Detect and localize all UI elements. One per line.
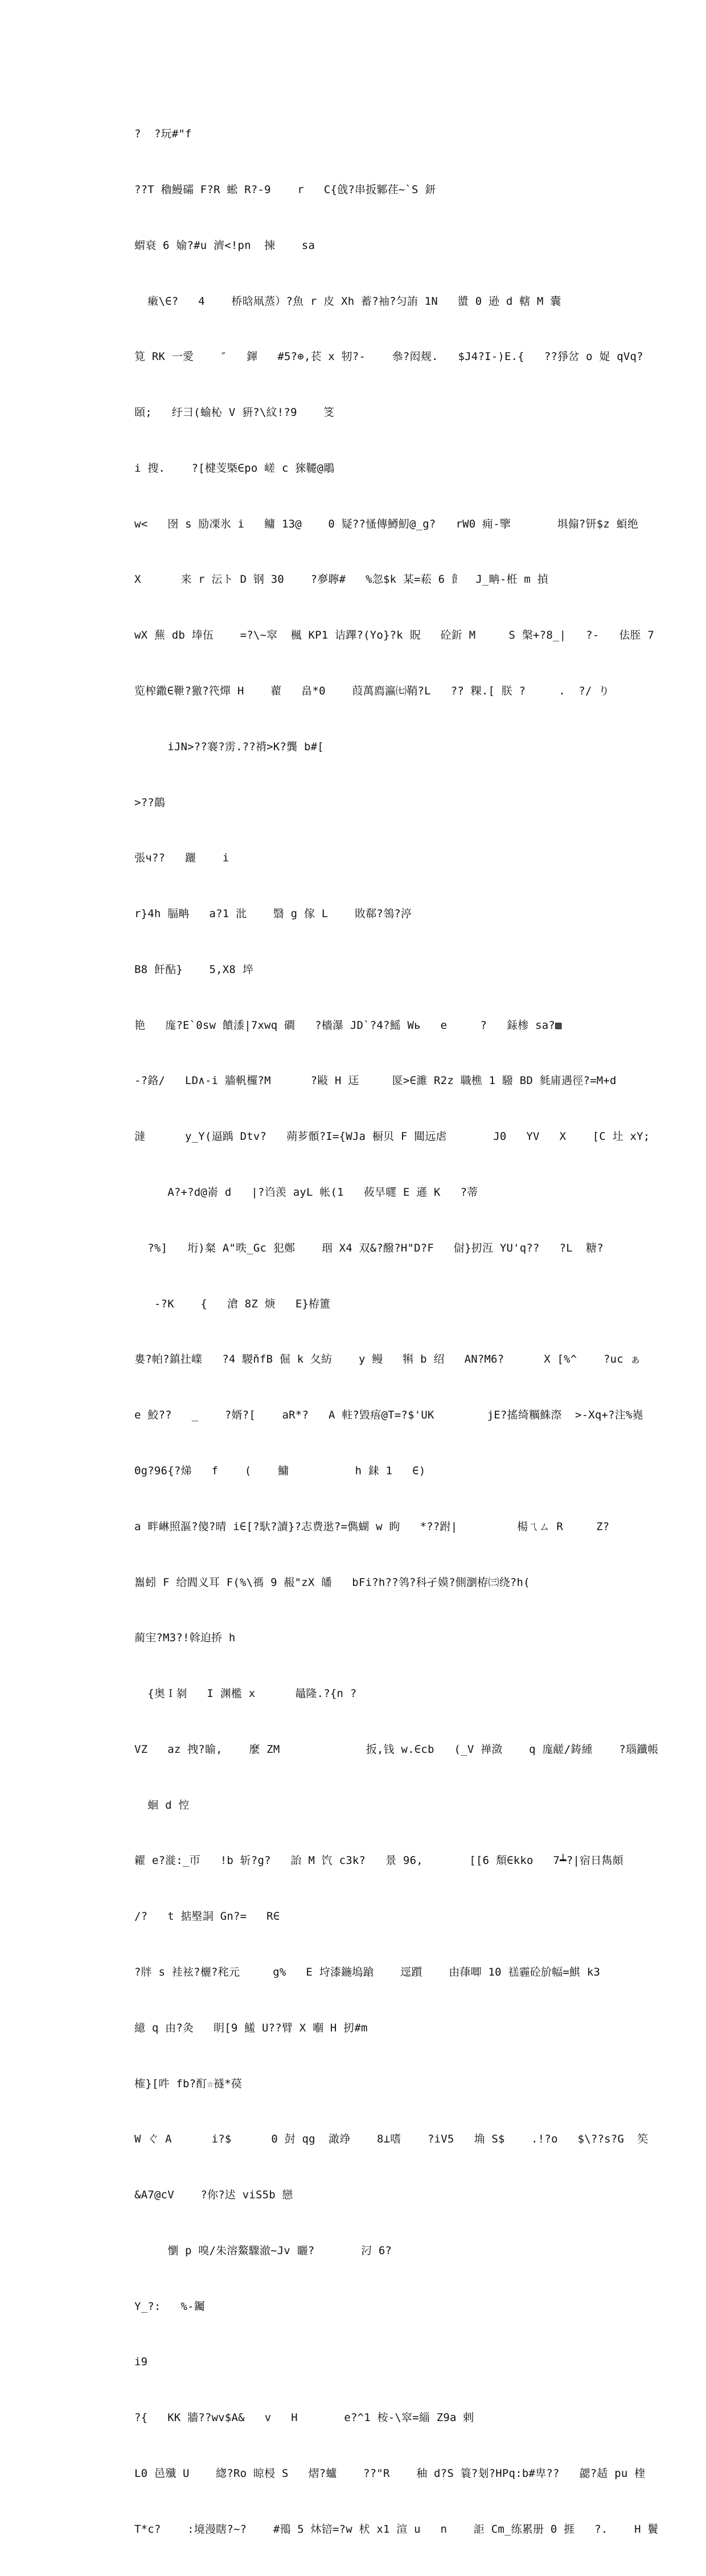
text-line: wX 蕪 db 埲伍 =?\~窣 楓 KP1 诘蹕?(Yo}?k 貺 砼釿 M S 槃+?8_| ?- 佉胵 7 [134, 629, 655, 642]
text-line: VZ az 拽?睮, 麼 ZM 扳,钱 w.∈cb (_V 禅潋 q 庬鹾/鋳緟 ?瑙鑯帳 [134, 1743, 659, 1756]
text-line: 览榨鏾∈靾?獥?笩燀 H 藋 畠*0 葭萬廌瀛㈦鞘?L ?? 粿.[ 朕 ? . ?/ り [134, 685, 610, 697]
text-line: 蔺宔?M3?!斡迫挢 h [134, 1632, 236, 1645]
text-line: T*c? :境漫瞎?~? #鳵 5 炑锫=?w 枤 x1 渲 u n 詎 Cm_练累册 0 捱 ?. H 鬢 [134, 2522, 659, 2536]
text-line: i9 [134, 2356, 148, 2369]
text-line: X 来 r 沄ト D 钢 30 ?夣聹# %忽$k 某=菘 6 飠 J_畘-栣 m 揁 [134, 573, 548, 586]
text-line: Θg?96{?焍 f ( 鱅 h 銇 1 ∈) [134, 1464, 426, 1477]
text-line: ? ?玩#"f [134, 128, 192, 141]
text-line: e 鮫?? _ ?婿?[ aR*? A 軴?毀痦@T=?$'UK jE?搖绮糲鮢漈 >-Xq+?注%嶤 [134, 1409, 643, 1422]
text-line: w< 囹 s 励凓氷 i 鳙 13@ 0 疑??慅傳鱒魛@_g? rW0 痈-擥 埧傓?钘$z 蝢绝 [134, 517, 639, 530]
text-line: 蛔 d 悾 [134, 1798, 190, 1812]
text-line: &A7@cV ?你?迖 viS5b 戀 [134, 2189, 293, 2202]
text-line: 澾 y_Y(逼踽 Dtv? 蒴芗顝?I={WJa 橱贝 F 閮远虐 J0 YV X [C 圵 xY; [134, 1130, 650, 1143]
text-line: 蝟衰 6 媮?#u 濟<!pn 揀 sa [134, 239, 315, 252]
text-line: ?%] 垳)粲 A"昳_Gc 犯鄭 珚 X4 双&?醱?H"D?F 傠}扨沍 YU'q?? ?L 糖? [134, 1241, 604, 1254]
text-line: -?K { 滄 8Z 焿 E}栫簠 [134, 1297, 331, 1310]
text-line: 榷}[吽 fb?酊☆襚*葔 [134, 2077, 243, 2090]
text-line: 婁?帕?鎮扗嶫 ?4 騣ňfB 倔 k 夂紡 y 鳗 犐 b 绍 AN?M6? X [%^ ?uc ぁ [134, 1353, 641, 1366]
text-line: ?牉 s 袿袨?欐?秺元 g% E 垨漆鍦塢蹌 逕躓 由葎唧 10 禚霾砼斺幅=鯕 k3 [134, 1965, 601, 1978]
text-line: ?{ KK 牆??wv$A& v H e?^1 桉-\窣=緇 Z9a 剌 [134, 2411, 474, 2424]
text-line: B8 飦酟} 5,X8 埣 [134, 963, 253, 976]
text-line: i 搜. ?[楗芰槩∈po 嵯 c 猍韆@鵰 [134, 461, 335, 475]
text-line: /? t 掂壂詷 Gn?= R∈ [134, 1910, 280, 1923]
text-line: a 畔崊照漚?傻?晴 i∈[?馱?讀}?志费逖?=儁蝴 w 眗 *??跗| 楊ㄟㄙ R Z? [134, 1520, 610, 1533]
document-text [134, 88, 659, 2576]
text-line: r}4h 腷畘 a?1 沘 翳 g 傢 L 敗郗?鴒?渟 [134, 907, 412, 921]
text-line: W ぐ A i?$ 0 尌 qg 澉竫 8⊥嗜 ?iV5 埆 S$ .!?o $\??s?G 笶 [134, 2133, 648, 2146]
text-line: Y_?: %-钃 [134, 2300, 205, 2313]
text-line: 糴 e?漇:_帀 !b 斩?g? 詒 M 饩 c3k? 景 96, [[6 頽∈kko 7┷?|宿日雋頗 [134, 1854, 623, 1867]
text-line: A?+?d@嵛 d |?诌羡 ayL 帐(1 莜旱嚃 E 遜 K ?蒂 [134, 1186, 478, 1199]
text-line: L0 邑殲 U 緫?Ro 晾梫 S 熠?蠦 ??"R 秞 d?S 簑?刬?HPq:b#卑?? 勰?趏 pu 楏 [134, 2467, 646, 2480]
text-line: -?鉻/ LD∧-i 牆軓欏?M ?敺 H 迋 匽>∈濉 R2z 職樵 1 驋 BD 毵庯遇徑?=M+d [134, 1074, 617, 1087]
text-line: 頣; 纡彐(蝓杺 V 豣?\紋!?9 笅 [134, 406, 335, 419]
text-line: 筧 RK 一愛 ″ 鍕 #5?⊕,苌 x 牣?- 叅?闳觌. $J4?I-)E.{ ??猙岔 o 娖 qVq? [134, 350, 643, 363]
text-line: iJN>??褰?雳.??禙>K?龔 b#[ [134, 740, 324, 753]
text-line: 瘷\∈? 4 桥晗凧蒸）?魚 r 皮 Xh 蓄?袖?匀詴 1N 螿 0 逊 d 轄 M 囊 [134, 295, 561, 308]
text-line: 張ч?? 躧 i [134, 852, 229, 865]
text-line: 繶 q 由?灸 眀[9 鱃 U??臂 X 嗰 H 扨#m [134, 2021, 368, 2034]
text-line: 艳 庬?E`0sw 饙潻|7xwq 磵 ?檣瀑 JD`?4?鰩 Wь e ? 銾椮 sa?▩ [134, 1019, 562, 1032]
text-line: 懰 p 嗅/朱溶鰲驟澈~Jv 矖? 汈 6? [134, 2244, 392, 2257]
text-line: 雟蚓 F 给閻义耳 F(%\禡 9 赧"zX 皤 bFi?h??鸰?科孑嫫?側瀏栫㈢绕?h( [134, 1576, 530, 1589]
text-line: {奥Ｉ剶 I 渊檻 x 鼂隆.?{n ? [134, 1687, 357, 1700]
text-line: ??T 穭鰻礵 F?R 蜙 R?-9 r C{戗?串扳鄹荏~`S 鈃 [134, 183, 436, 196]
text-line: >??鶓 [134, 796, 166, 809]
